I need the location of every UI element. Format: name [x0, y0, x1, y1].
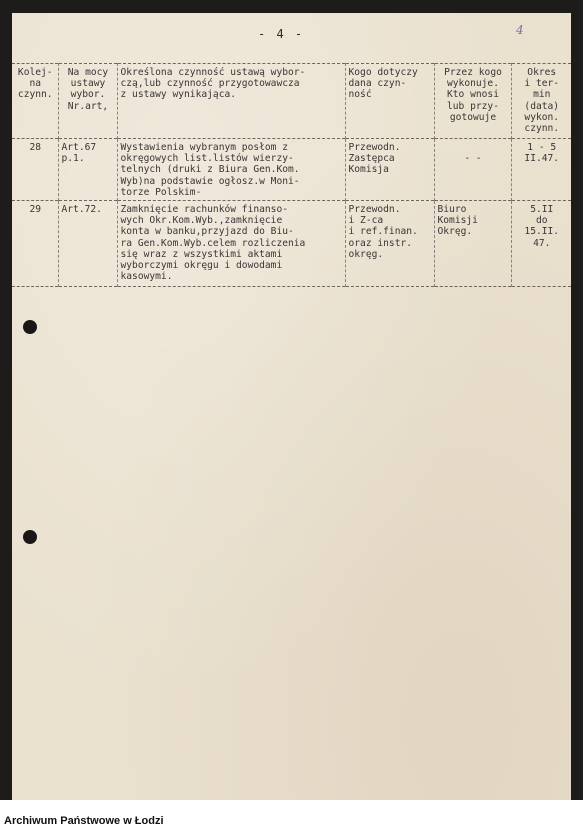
header-cell-article: Na mocy ustawy wybor. Nr.art, [58, 64, 117, 139]
punch-hole-upper [23, 320, 37, 334]
row-concerns: Przewodn. Zastępca Komisja [345, 139, 434, 201]
handwritten-page-mark: 4 [516, 23, 524, 37]
table-row [12, 139, 571, 201]
page-number: - 4 - [258, 27, 305, 41]
punch-hole-lower [23, 530, 37, 544]
row-performed-by: - - [434, 139, 511, 201]
row-activity: Zamknięcie rachunków finanso- wych Okr.Kom.Wyb.,zamknięcie konta w banku,przyjazd do Biu- ra Gen.Kom.Wyb.celem rozliczenia się wraz z wszystkimi aktami wyborczymi okręgu i dowodami kasowymi. [117, 201, 345, 287]
row-sequence: 28 [29, 142, 42, 153]
row-deadline: 5.II do 15.II. 47. [511, 201, 571, 287]
document-page [12, 13, 571, 800]
table-header-row [12, 64, 571, 139]
archive-footer [0, 800, 583, 840]
header-cell-sequence: Kolej- na czynn. [17, 67, 53, 101]
header-cell-activity: Określona czynność ustawą wybor- czą,lub czynność przygotowawcza z ustawy wynikająca. [117, 64, 345, 139]
row-deadline: 1 - 5 II.47. [511, 139, 571, 201]
header-cell-deadline: Okres i ter- min (data) wykon. czynn. [511, 64, 571, 139]
row-performed-by: Biuro Komisji Okręg. [434, 201, 511, 287]
row-article: Art.67 p.1. [58, 139, 117, 201]
row-sequence: 29 [29, 204, 42, 216]
archive-name: Archiwum Państwowe w Łodzi [4, 815, 164, 827]
row-article: Art.72. [58, 201, 117, 287]
ledger-table [12, 63, 571, 287]
row-concerns: Przewodn. i Z-ca i ref.finan. oraz instr. okręg. [345, 201, 434, 287]
row-activity: Wystawienia wybranym posłom z okręgowych list.listów wierzy- telnych (druki z Biura Gen.Kom. Wyb)na podstawie ogłosz.w Moni- torze Polskim- [117, 139, 345, 201]
table-row [12, 201, 571, 287]
header-cell-concerns: Kogo dotyczy dana czyn- ność [345, 64, 434, 139]
header-cell-performed-by: Przez kogo wykonuje. Kto wnosi lub przy- gotowuje [434, 64, 511, 139]
